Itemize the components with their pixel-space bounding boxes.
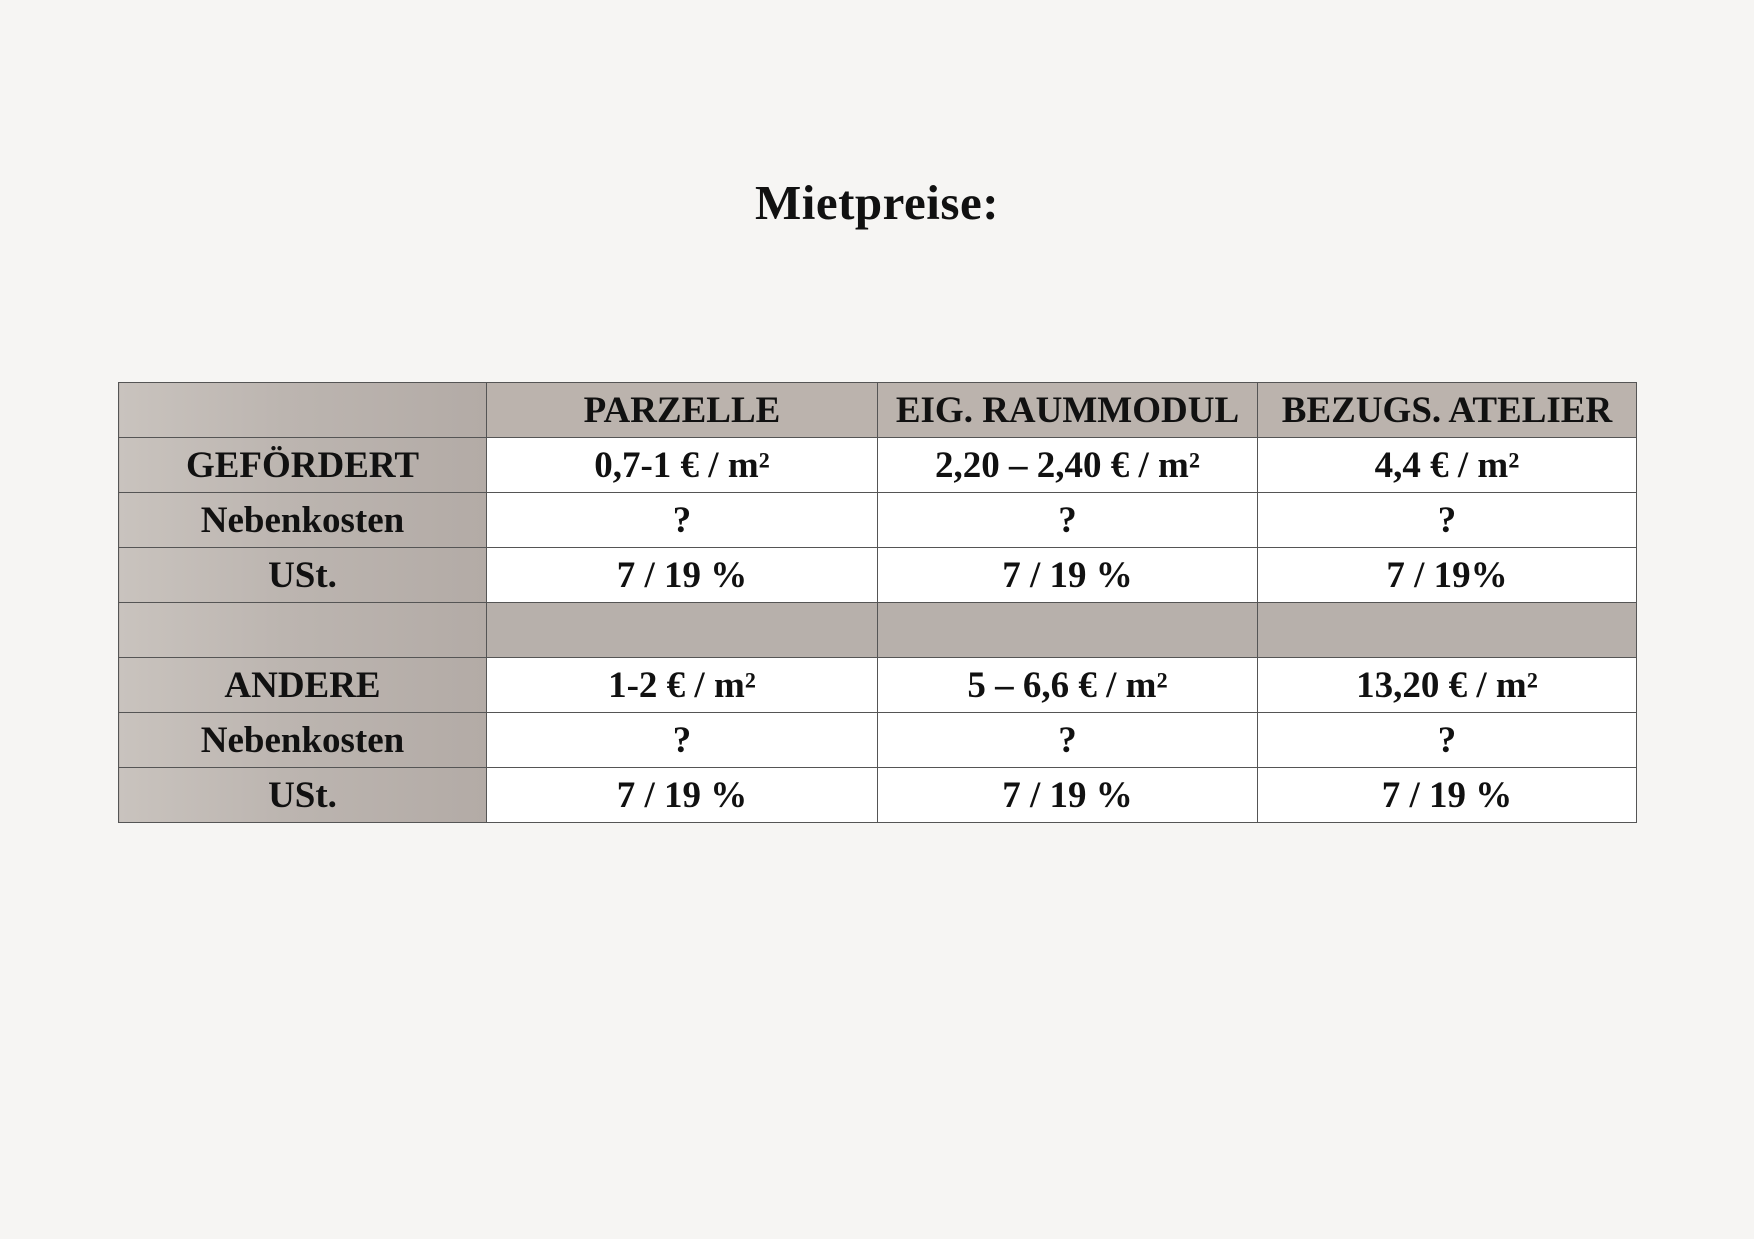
table-cell: 4,4 € / m² (1258, 438, 1637, 493)
table-row (119, 713, 1637, 768)
column-header-atelier: BEZUGS. ATELIER (1258, 383, 1637, 438)
table-cell: ? (1258, 493, 1637, 548)
row-label: GEFÖRDERT (119, 438, 487, 493)
table-cell: 2,20 – 2,40 € / m² (878, 438, 1258, 493)
table-cell: 5 – 6,6 € / m² (878, 658, 1258, 713)
header-row (119, 383, 1637, 438)
table-cell: 7 / 19 % (1258, 768, 1637, 823)
price-table (118, 382, 1637, 823)
column-header-raummodul: EIG. RAUMMODUL (878, 383, 1258, 438)
table-cell: 7 / 19% (1258, 548, 1637, 603)
table-cell: 7 / 19 % (487, 768, 878, 823)
table-row (119, 768, 1637, 823)
table-cell: 7 / 19 % (487, 548, 878, 603)
corner-cell (119, 383, 487, 438)
separator-cell (878, 603, 1258, 658)
table-cell: ? (878, 493, 1258, 548)
table-cell: ? (487, 713, 878, 768)
table-row (119, 658, 1637, 713)
table-row (119, 548, 1637, 603)
separator-row (119, 603, 1637, 658)
column-header-parzelle: PARZELLE (487, 383, 878, 438)
table-cell: 1-2 € / m² (487, 658, 878, 713)
row-label: ANDERE (119, 658, 487, 713)
separator-cell (119, 603, 487, 658)
table-cell: 7 / 19 % (878, 768, 1258, 823)
table-cell: ? (1258, 713, 1637, 768)
table-row (119, 493, 1637, 548)
separator-cell (1258, 603, 1637, 658)
row-label: Nebenkosten (119, 493, 487, 548)
page-title: Mietpreise: (754, 175, 1000, 230)
table-cell: 7 / 19 % (878, 548, 1258, 603)
table-cell: 0,7-1 € / m² (487, 438, 878, 493)
separator-cell (487, 603, 878, 658)
row-label: USt. (119, 768, 487, 823)
row-label: Nebenkosten (119, 713, 487, 768)
table-cell: 13,20 € / m² (1258, 658, 1637, 713)
table-row (119, 438, 1637, 493)
row-label: USt. (119, 548, 487, 603)
table-cell: ? (878, 713, 1258, 768)
table-cell: ? (487, 493, 878, 548)
